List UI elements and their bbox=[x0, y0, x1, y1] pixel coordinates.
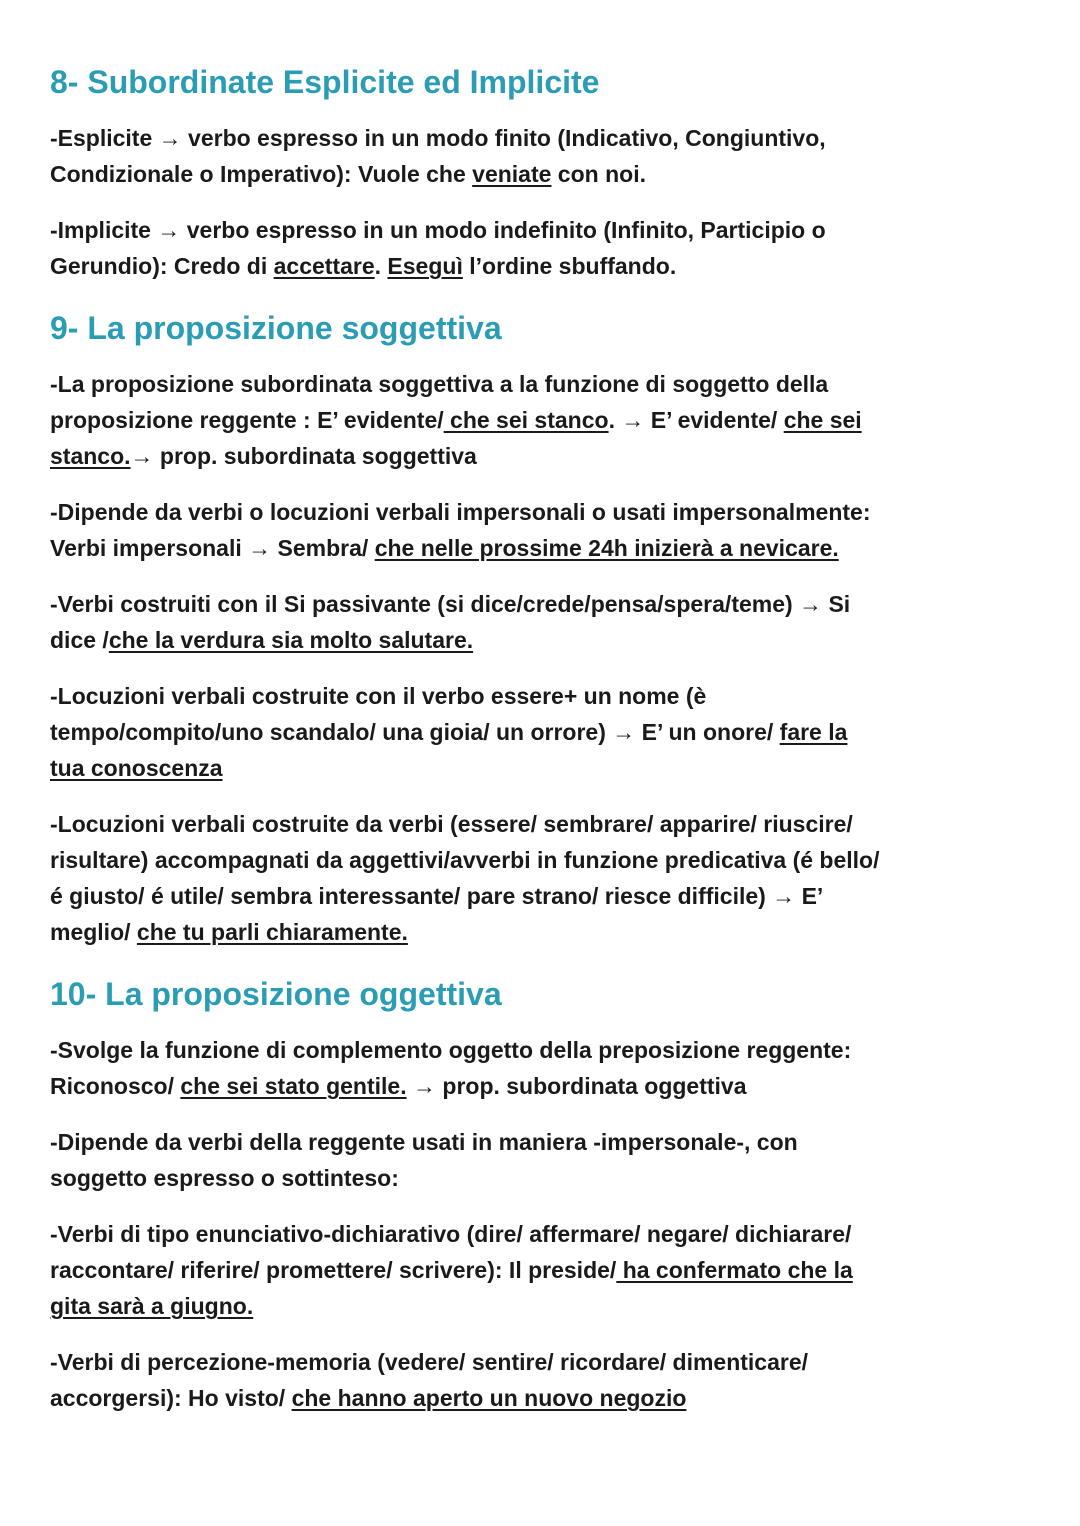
text-span: Verbi impersonali → Sembra/ bbox=[50, 535, 375, 561]
underlined-example: ha confermato che la bbox=[616, 1257, 853, 1283]
underlined-example: fare la bbox=[779, 719, 848, 745]
text-span: -Verbi di percezione-memoria (vedere/ sentire/ ricordare/ dimenticare/ bbox=[50, 1349, 809, 1375]
text-line bbox=[50, 586, 1080, 622]
text-line bbox=[50, 120, 1080, 156]
text-span: -Svolge la funzione di complemento oggetto della preposizione reggente: bbox=[50, 1037, 852, 1063]
text-span: raccontare/ riferire/ promettere/ scrivere): Il preside/ bbox=[50, 1257, 617, 1283]
text-line bbox=[50, 366, 1080, 402]
text-span: -Dipende da verbi della reggente usati in maniera -impersonale-, con bbox=[50, 1129, 798, 1155]
text-line bbox=[50, 1124, 1080, 1160]
section-heading: 10- La proposizione oggettiva bbox=[50, 976, 502, 1012]
text-line bbox=[50, 1160, 1080, 1196]
text-line bbox=[50, 494, 1080, 530]
paragraph bbox=[50, 1124, 1080, 1196]
text-span: -La proposizione subordinata soggettiva a la funzione di soggetto della bbox=[50, 371, 829, 397]
paragraph bbox=[50, 494, 1080, 566]
text-span: -Verbi costruiti con il Si passivante (si dice/crede/pensa/spera/teme) → Si bbox=[50, 591, 851, 617]
underlined-example: che tu parli chiaramente. bbox=[136, 919, 408, 945]
underlined-example: che sei stanco bbox=[443, 407, 609, 433]
text-span: con noi. bbox=[551, 161, 646, 187]
section-heading: 8- Subordinate Esplicite ed Implicite bbox=[50, 64, 600, 100]
text-line bbox=[50, 914, 1080, 950]
text-line bbox=[50, 438, 1080, 474]
text-line bbox=[50, 212, 1080, 248]
paragraph bbox=[50, 212, 1080, 284]
paragraph bbox=[50, 806, 1080, 950]
underlined-example: che sei bbox=[783, 407, 862, 433]
text-line bbox=[50, 1252, 1080, 1288]
paragraph bbox=[50, 120, 1080, 192]
text-span: proposizione reggente : E’ evidente/ bbox=[50, 407, 444, 433]
text-span: Condizionale o Imperativo): Vuole che bbox=[50, 161, 473, 187]
text-span: . → E’ evidente/ bbox=[608, 407, 784, 433]
text-line bbox=[50, 1216, 1080, 1252]
paragraph bbox=[50, 1344, 1080, 1416]
paragraph bbox=[50, 366, 1080, 474]
text-span: Riconosco/ bbox=[50, 1073, 181, 1099]
text-line bbox=[50, 530, 1080, 566]
underlined-example: che la verdura sia molto salutare. bbox=[108, 627, 474, 653]
text-line bbox=[50, 248, 1080, 284]
text-line bbox=[50, 750, 1080, 786]
text-span: Gerundio): Credo di bbox=[50, 253, 274, 279]
underlined-example: Eseguì bbox=[387, 253, 463, 279]
text-span: . bbox=[374, 253, 388, 279]
underlined-example: tua conoscenza bbox=[50, 755, 223, 781]
text-line bbox=[50, 806, 1080, 842]
text-span: → prop. subordinata soggettiva bbox=[130, 443, 477, 469]
text-line bbox=[50, 1288, 1080, 1324]
text-span: → prop. subordinata oggettiva bbox=[406, 1073, 747, 1099]
text-span: accorgersi): Ho visto/ bbox=[50, 1385, 292, 1411]
text-span: é giusto/ é utile/ sembra interessante/ pare strano/ riesce difficile) → E’ bbox=[50, 883, 824, 909]
text-line bbox=[50, 1344, 1080, 1380]
text-span: meglio/ bbox=[50, 919, 137, 945]
text-line bbox=[50, 622, 1080, 658]
underlined-example: che nelle prossime 24h inizierà a nevicare. bbox=[374, 535, 839, 561]
text-span: risultare) accompagnati da aggettivi/avverbi in funzione predicativa (é bello/ bbox=[50, 847, 880, 873]
underlined-example: che hanno aperto un nuovo negozio bbox=[291, 1385, 687, 1411]
paragraph bbox=[50, 586, 1080, 658]
paragraph bbox=[50, 1032, 1080, 1104]
text-line bbox=[50, 842, 1080, 878]
section-heading: 9- La proposizione soggettiva bbox=[50, 310, 502, 346]
text-span: -Esplicite → verbo espresso in un modo finito (Indicativo, Congiuntivo, bbox=[50, 125, 826, 151]
text-span: soggetto espresso o sottinteso: bbox=[50, 1165, 399, 1191]
text-span: -Verbi di tipo enunciativo-dichiarativo (dire/ affermare/ negare/ dichiarare/ bbox=[50, 1221, 852, 1247]
text-line bbox=[50, 878, 1080, 914]
text-line bbox=[50, 678, 1080, 714]
underlined-example: accettare bbox=[273, 253, 375, 279]
text-span: -Locuzioni verbali costruite con il verbo essere+ un nome (è bbox=[50, 683, 707, 709]
text-line bbox=[50, 1380, 1080, 1416]
text-line bbox=[50, 1032, 1080, 1068]
text-span: tempo/compito/uno scandalo/ una gioia/ un orrore) → E’ un onore/ bbox=[50, 719, 780, 745]
text-span: -Implicite → verbo espresso in un modo indefinito (Infinito, Participio o bbox=[50, 217, 826, 243]
text-span: -Locuzioni verbali costruite da verbi (essere/ sembrare/ apparire/ riuscire/ bbox=[50, 811, 853, 837]
text-span: dice / bbox=[50, 627, 109, 653]
text-span: l’ordine sbuffando. bbox=[462, 253, 677, 279]
underlined-example: che sei stato gentile. bbox=[180, 1073, 407, 1099]
text-span: -Dipende da verbi o locuzioni verbali impersonali o usati impersonalmente: bbox=[50, 499, 871, 525]
underlined-example: gita sarà a giugno. bbox=[50, 1293, 254, 1319]
text-line bbox=[50, 1068, 1080, 1104]
paragraph bbox=[50, 1216, 1080, 1324]
text-line bbox=[50, 402, 1080, 438]
underlined-example: veniate bbox=[472, 161, 552, 187]
text-line bbox=[50, 156, 1080, 192]
text-line bbox=[50, 714, 1080, 750]
paragraph bbox=[50, 678, 1080, 786]
underlined-example: stanco. bbox=[50, 443, 131, 469]
